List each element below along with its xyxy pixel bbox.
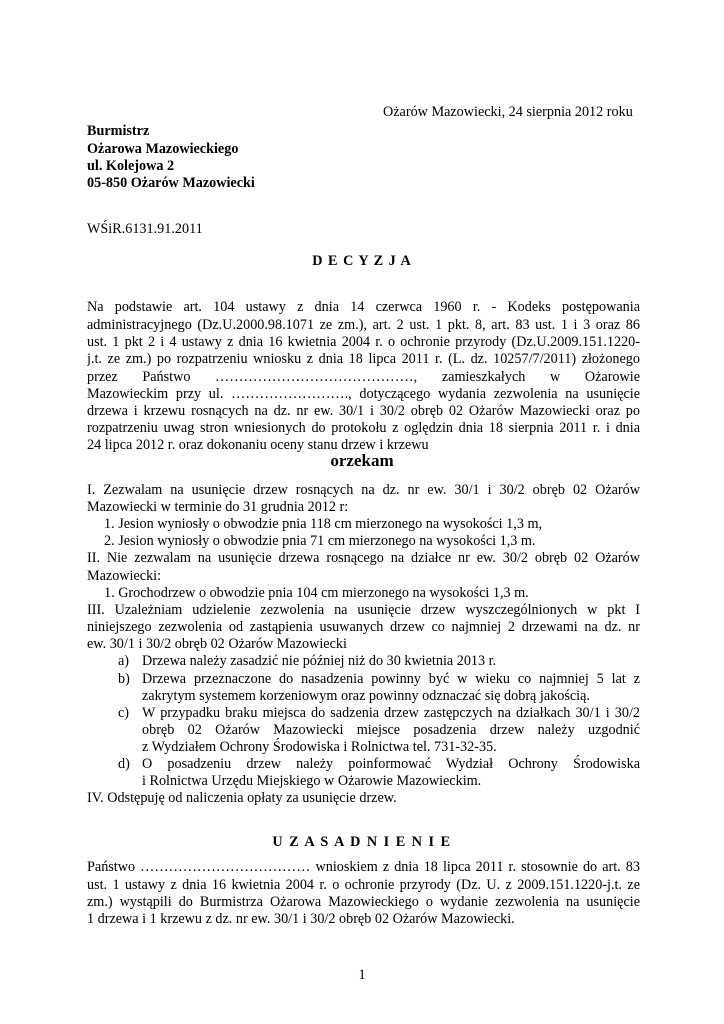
text-line: ust. 1 ustawy z dnia 16 kwietnia 2004 r. o ochronie przyrody (Dz. U. z 2009.151.1220-j.t. ze xyxy=(87,877,640,893)
list-item: Drzewa należy zasadzić nie później niż do 30 kwietnia 2013 r. xyxy=(142,653,497,669)
page-number: 1 xyxy=(358,967,366,983)
text-line: Mazowieckim przy ul. ……………………., dotyczącego wydania zezwolenia na usunięcie xyxy=(87,386,640,402)
list-item: O posadzeniu drzew należy poinformować Wydział Ochrony Środowiska xyxy=(142,756,640,772)
text-line: III. Uzależniam udzielenie zezwolenia na usunięcie drzew wyszczególnionych w pkt I xyxy=(87,602,640,618)
justification-title: U Z A S A D N I E N I E xyxy=(272,834,452,850)
text-line: Państwo ……………………………… wnioskiem z dnia 18 lipca 2011 r. stosownie do art. 83 xyxy=(87,859,640,875)
list-marker: c) xyxy=(118,705,130,721)
list-marker: b) xyxy=(118,671,130,687)
text-line: przez Państwo ……………………………………, zamieszkałych w Ożarowie xyxy=(87,369,640,385)
sender-line: ul. Kolejowa 2 xyxy=(87,158,175,174)
decision-title: D E C Y Z J A xyxy=(312,253,412,269)
text-line: II. Nie zezwalam na usunięcie drzewa rosnącego na działce nr ew. 30/2 obręb 02 Ożarów xyxy=(87,550,640,566)
text-line: drzewa i krzewu rosnących na dz. nr ew. 30/1 i 30/2 obręb 02 Ożarów Mazowiecki oraz po xyxy=(87,403,640,419)
list-item: i Rolnictwa Urzędu Miejskiego w Ożarowie Mazowieckim. xyxy=(142,773,482,789)
text-line: Na podstawie art. 104 ustawy z dnia 14 czerwca 1960 r. - Kodeks postępowania xyxy=(87,299,640,315)
sender-line: Burmistrz xyxy=(87,123,150,139)
list-item: obręb 02 Ożarów Mazowiecki miejsce posadzenia drzew należy uzgodnić xyxy=(142,722,640,738)
text-line: 24 lipca 2012 r. oraz dokonaniu oceny stanu drzew i krzewu xyxy=(87,437,429,453)
text-line: 1 drzewa i 1 krzewu z dz. nr ew. 30/1 i 30/2 obręb 02 Ożarów Mazowiecki. xyxy=(87,911,515,927)
date-line: Ożarów Mazowiecki, 24 sierpnia 2012 roku xyxy=(383,104,633,120)
list-item: 1. Grochodrzew o obwodzie pnia 104 cm mierzonego na wysokości 1,3 m. xyxy=(104,585,529,601)
sender-line: Ożarowa Mazowieckiego xyxy=(87,141,239,157)
list-item: 1. Jesion wyniosły o obwodzie pnia 118 cm mierzonego na wysokości 1,3 m, xyxy=(104,516,543,532)
list-item: zakrytym systemem korzeniowym oraz powinny odznaczać się dobrą jakością. xyxy=(142,688,590,704)
section-4: IV. Odstępuję od naliczenia opłaty za usunięcie drzew. xyxy=(87,790,397,806)
list-marker: d) xyxy=(118,756,130,772)
sender-line: 05-850 Ożarów Mazowiecki xyxy=(87,175,255,191)
text-line: zm.) wystąpili do Burmistrza Ożarowa Mazowieckiego o wydanie zezwolenia na usunięcie xyxy=(87,894,640,910)
text-line: I. Zezwalam na usunięcie drzew rosnących na dz. nr ew. 30/1 i 30/2 obręb 02 Ożarów xyxy=(87,482,640,498)
text-line: administracyjnego (Dz.U.2000.98.1071 ze zm.), art. 2 ust. 1 pkt. 8, art. 83 ust. 1 i 3 oraz 86 xyxy=(87,317,640,333)
text-line: Mazowiecki: xyxy=(87,568,162,584)
text-line: Mazowiecki w terminie do 31 grudnia 2012 r: xyxy=(87,499,349,515)
list-item: z Wydziałem Ochrony Środowiska i Rolnictwa tel. 731-32-35. xyxy=(142,739,497,755)
text-line: j.t. ze zm.) po rozpatrzeniu wniosku z dnia 18 lipca 2011 r. (L. dz. 10257/7/2011) złożonego xyxy=(87,351,640,367)
text-line: niniejszego zezwolenia od zastąpienia usuwanych drzew co najmniej 2 drzewami na dz. nr xyxy=(87,619,640,635)
reference-number: WŚiR.6131.91.2011 xyxy=(87,221,203,237)
list-item: 2. Jesion wyniosły o obwodzie pnia 71 cm mierzonego na wysokości 1,3 m. xyxy=(104,533,536,549)
list-item: W przypadku braku miejsca do sadzenia drzew zastępczych na działkach 30/1 i 30/2 xyxy=(142,705,640,721)
orzekam-heading: orzekam xyxy=(330,451,394,470)
text-line: ew. 30/1 i 30/2 obręb 02 Ożarów Mazowiecki xyxy=(87,636,347,652)
text-line: ust. 1 pkt 2 i 4 ustawy z dnia 16 kwietnia 2004 r. o ochronie przyrody (Dz.U.2009.151.1220- xyxy=(87,334,640,350)
list-item: Drzewa przeznaczone do nasadzenia powinny być w wieku co najmniej 5 lat z xyxy=(142,671,640,687)
text-line: rozpatrzeniu uwag stron wniesionych do protokołu z oględzin dnia 18 sierpnia 2011 r. i dnia xyxy=(87,420,640,436)
list-marker: a) xyxy=(118,653,130,669)
